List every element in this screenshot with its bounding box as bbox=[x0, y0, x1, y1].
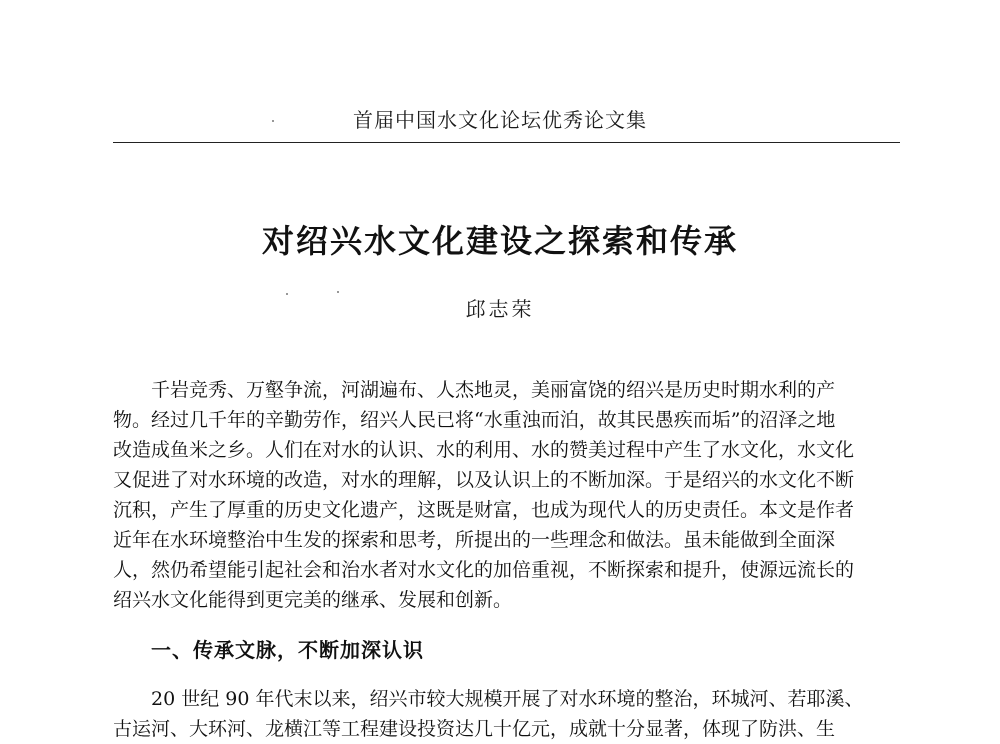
section-heading: 一、传承文脉，不断加深认识 bbox=[151, 638, 424, 662]
paragraph-line: 人，然仍希望能引起社会和治水者对水文化的加倍重视，不断探索和提升，使源远流长的 bbox=[113, 559, 855, 581]
header-rule bbox=[113, 142, 900, 143]
paragraph-line: 改造成鱼米之乡。人们在对水的认识、水的利用、水的赞美过程中产生了水文化，水文化 bbox=[113, 439, 855, 461]
intro-paragraph bbox=[113, 375, 899, 615]
author-name: 邱志荣 bbox=[465, 297, 535, 321]
section-paragraph bbox=[113, 684, 899, 744]
paragraph-line: 沉积，产生了厚重的历史文化遗产，这既是财富，也成为现代人的历史责任。本文是作者 bbox=[113, 499, 855, 521]
paragraph-line: 绍兴水文化能得到更完美的继承、发展和创新。 bbox=[113, 589, 513, 611]
paragraph-line: 古运河、大环河、龙横江等工程建设投资达几十亿元，成就十分显著，体现了防洪、生 bbox=[113, 718, 836, 740]
paragraph-line: 近年在水环境整治中生发的探索和思考，所提出的一些理念和做法。虽未能做到全面深 bbox=[113, 529, 836, 551]
paragraph-line: 又促进了对水环境的改造，对水的理解，以及认识上的不断加深。于是绍兴的水文化不断 bbox=[113, 469, 855, 491]
scan-speck bbox=[286, 293, 288, 295]
article-title: 对绍兴水文化建设之探索和传承 bbox=[261, 222, 738, 260]
running-header: 首届中国水文化论坛优秀论文集 bbox=[353, 108, 647, 132]
paragraph-line: 20 世纪 90 年代末以来，绍兴市较大规模开展了对水环境的整治，环城河、若耶溪、 bbox=[151, 688, 864, 710]
paragraph-line: 物。经过几千年的辛勤劳作，绍兴人民已将“水重浊而泊，故其民愚疾而垢”的沼泽之地 bbox=[113, 409, 836, 431]
scan-speck bbox=[272, 120, 274, 122]
paragraph-line: 千岩竞秀、万壑争流，河湖遍布、人杰地灵，美丽富饶的绍兴是历史时期水利的产 bbox=[151, 379, 836, 401]
scan-speck bbox=[337, 291, 339, 293]
